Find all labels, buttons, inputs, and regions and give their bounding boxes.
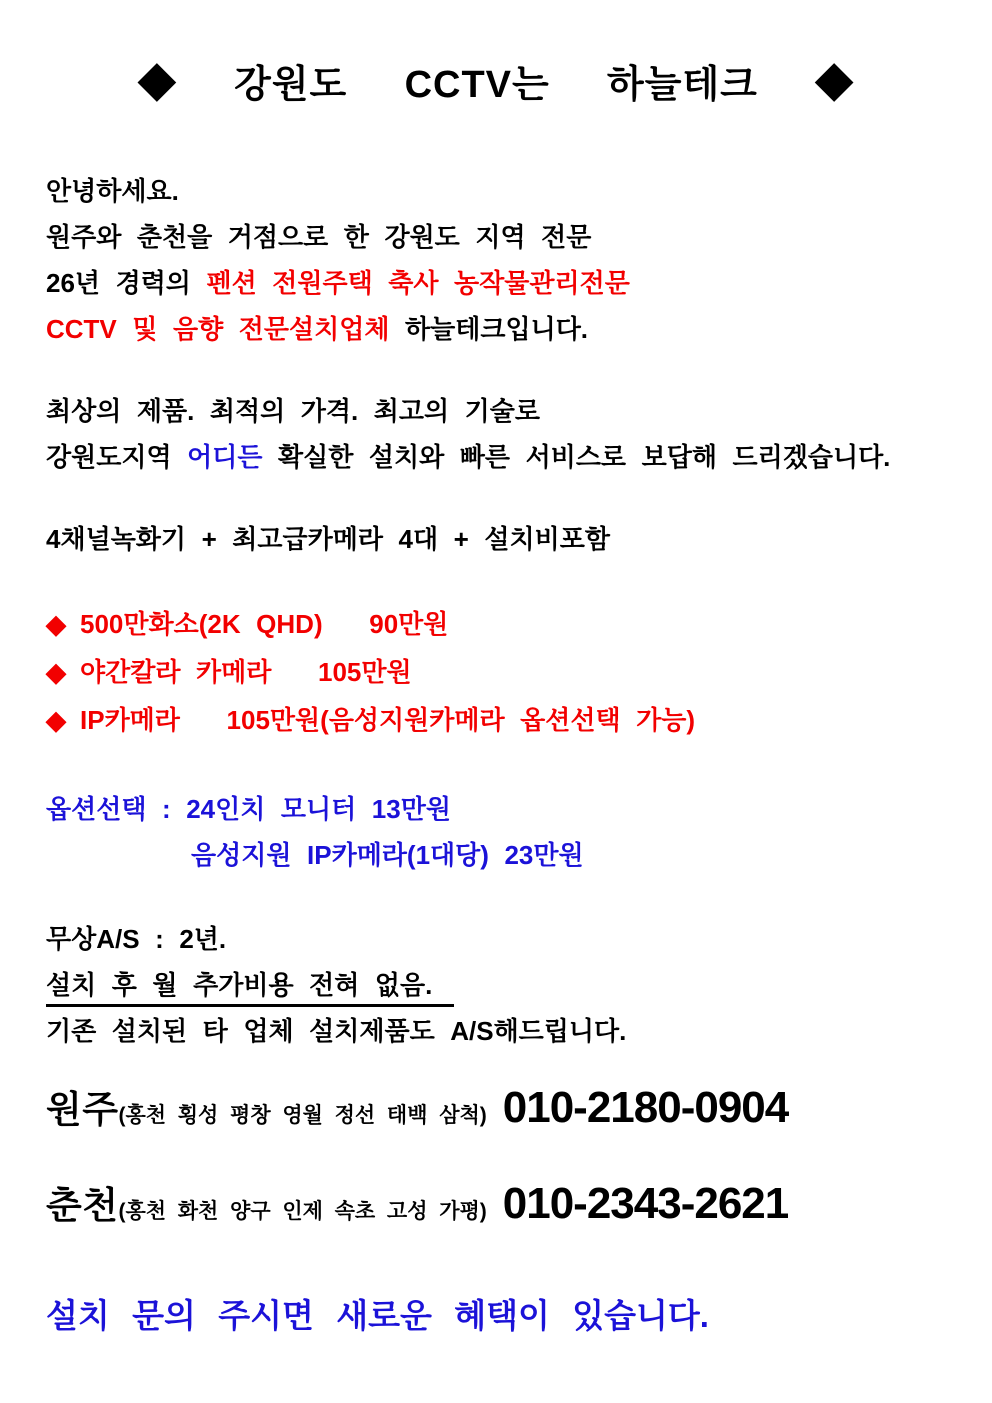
offer-item-nightcolor (46, 648, 946, 696)
warranty-paragraph (46, 916, 946, 1054)
price-offers-list (46, 600, 946, 744)
diamond-bullet-icon: ◆ (46, 657, 66, 687)
contact-city-name: 춘천 (46, 1185, 119, 1226)
diamond-bullet-icon: ◆ (46, 609, 66, 639)
warranty-line-term: 무상A/S : 2년. (46, 924, 227, 954)
options-paragraph (46, 786, 946, 878)
contact-region-list: (홍천 횡성 평창 영월 정선 태백 삼척) (118, 1104, 487, 1127)
package-paragraph (46, 516, 946, 562)
intro-paragraph (46, 168, 946, 352)
offer-item-ipcamera (46, 696, 946, 744)
experience-prefix: 26년 경력의 (46, 268, 207, 298)
diamond-bullet-icon: ◆ (46, 705, 66, 735)
contact-row-chuncheon (46, 1176, 946, 1242)
offer-item-label: IP카메라 105만원(음성지원카메라 옵션선택 가능) (80, 705, 696, 735)
contact-city-name: 원주 (46, 1089, 119, 1130)
offer-item-label: 야간칼라 카메라 105만원 (80, 657, 412, 687)
intro-line-experience (46, 260, 946, 306)
footer-benefit-line: 설치 문의 주시면 새로운 혜택이 있습니다. (46, 1297, 709, 1334)
warranty-line-others: 기존 설치된 타 업체 설치제품도 A/S해드립니다. (46, 1016, 627, 1046)
contact-row-wonju (46, 1080, 946, 1146)
contact-phone-number: 010-2180-0904 (502, 1083, 789, 1132)
service-suffix: 확실한 설치와 빠른 서비스로 보답해 드리겠습니다. (262, 442, 891, 472)
intro-line-region: 원주와 춘천을 거점으로 한 강원도 지역 전문 (46, 222, 592, 252)
anywhere-highlight: 어디든 (187, 442, 263, 472)
promise-line-quality: 최상의 제품. 최적의 가격. 최고의 기술로 (46, 396, 541, 426)
offer-item-500mp (46, 600, 946, 648)
package-line: 4채널녹화기 + 최고급카메라 4대 + 설치비포함 (46, 524, 610, 554)
intro-line-greeting: 안녕하세요. (46, 176, 179, 206)
warranty-line-nofee (46, 962, 946, 1008)
page-title: ◆ 강원도 CCTV는 하늘테크 ◆ (137, 64, 855, 106)
service-prefix: 강원도지역 (46, 442, 188, 472)
nofee-underlined-text: 설치 후 월 추가비용 전혀 없음. (46, 970, 454, 1007)
offer-item-label: 500만화소(2K QHD) 90만원 (80, 609, 449, 639)
promise-paragraph (46, 388, 946, 480)
specialty-highlight: 펜션 전원주택 축사 농작물관리전문 (206, 268, 630, 298)
business-type-highlight: CCTV 및 음향 전문설치업체 (46, 314, 390, 344)
option-line-ipcamera: 음성지원 IP카메라(1대당) 23만원 (191, 840, 584, 870)
contact-phone-number: 010-2343-2621 (502, 1179, 789, 1228)
company-name-suffix: 하늘테크입니다. (389, 314, 589, 344)
intro-line-company (46, 306, 946, 352)
promise-line-service (46, 434, 946, 480)
option-line-monitor: 옵션선택 : 24인치 모니터 13만원 (46, 794, 451, 824)
contact-region-list: (홍천 화천 양구 인제 속초 고성 가평) (118, 1200, 487, 1223)
